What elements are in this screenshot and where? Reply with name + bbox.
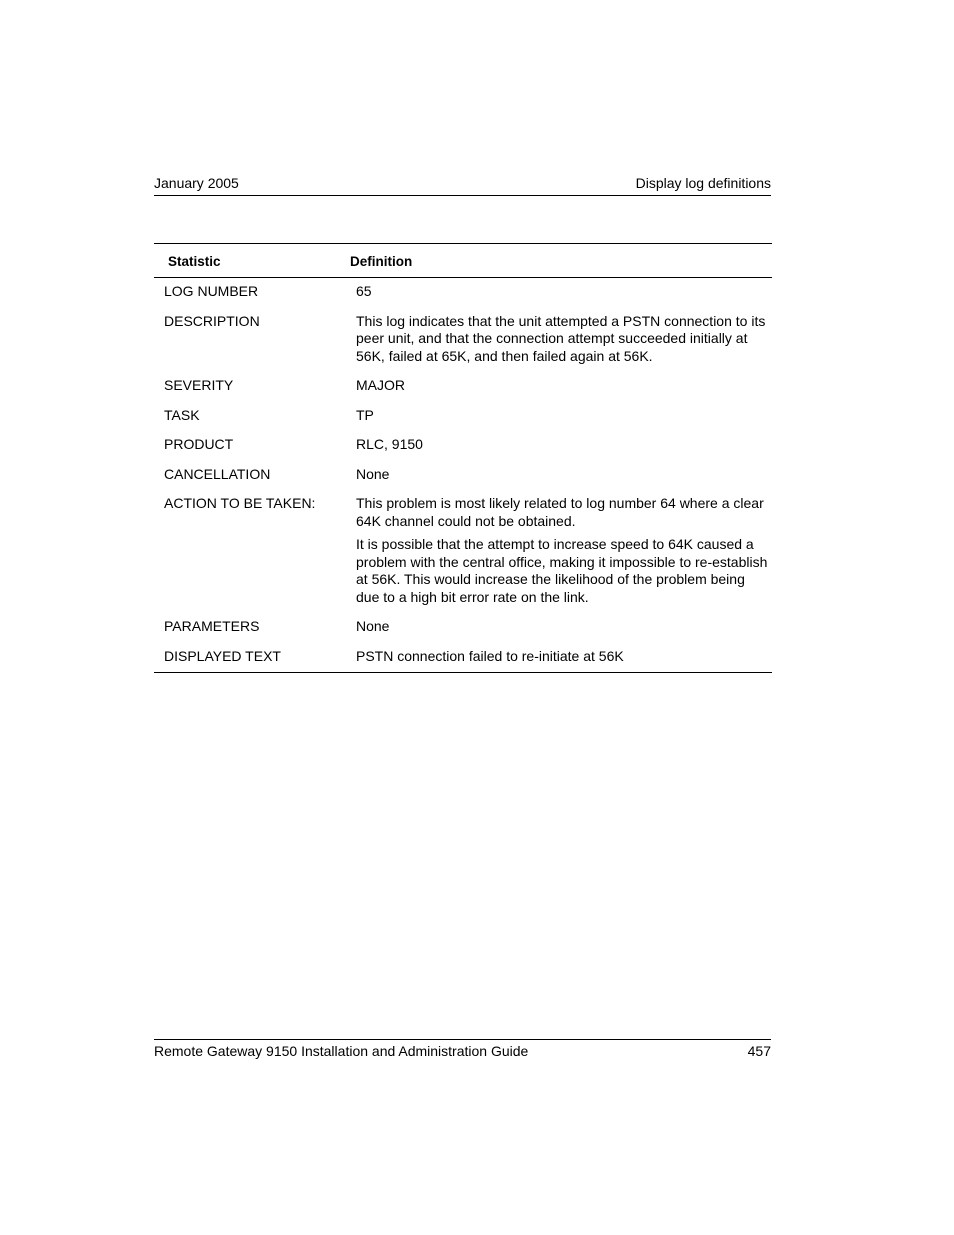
statistic-cell: SEVERITY [164,377,234,393]
header-section-title: Display log definitions [635,175,771,191]
header-date: January 2005 [154,175,239,191]
statistic-cell: DESCRIPTION [164,312,260,329]
table-row [154,377,772,395]
definition-paragraph: RLC, 9150 [356,436,423,452]
definition-paragraph: MAJOR [356,377,405,393]
definition-paragraph: TP [356,406,374,423]
definition-cell [356,648,772,666]
statistic-cell: PRODUCT [164,436,234,452]
footer-document-title: Remote Gateway 9150 Installation and Administration Guide [154,1043,529,1059]
definition-paragraph: It is possible that the attempt to increase speed to 64K caused a problem with the central office, making it impossible to re-establish at 56K. This would increase the likelihood of the problem being due to a high bit error rate on the link. [356,536,768,605]
footer-page-number: 457 [747,1043,771,1059]
table-row [154,436,772,454]
statistic-cell: LOG NUMBER [164,283,259,299]
table-row [154,407,772,425]
page-footer [154,1039,771,1062]
definition-paragraph: None [356,465,390,482]
table-row [154,466,772,484]
definition-paragraph: None [356,618,390,634]
column-header-statistic: Statistic [168,254,221,269]
definition-paragraph: 65 [356,283,372,299]
definition-cell [356,313,772,366]
table-row [154,283,772,301]
table-body [154,278,772,672]
column-header-definition: Definition [350,254,413,269]
statistic-cell: ACTION TO BE TAKEN: [164,495,316,511]
definition-cell [356,283,772,301]
table-row [154,313,772,366]
table-header-row [154,244,772,278]
definition-paragraph: This problem is most likely related to log number 64 where a clear 64K channel could not be obtained. [356,495,764,529]
definition-cell [356,495,772,606]
definition-cell [356,377,772,395]
table-row [154,495,772,606]
statistic-cell: TASK [164,406,200,423]
table-row [154,618,772,636]
statistic-cell: PARAMETERS [164,618,260,634]
definition-paragraph: This log indicates that the unit attempted a PSTN connection to its peer unit, and that the connection attempt succeeded initially at 56K, failed at 65K, and then failed again at 56K. [356,312,766,364]
page-header [154,175,771,196]
definition-cell [356,618,772,636]
statistic-cell: CANCELLATION [164,465,271,482]
definition-cell [356,407,772,425]
definition-cell [356,436,772,454]
definition-paragraph: PSTN connection failed to re-initiate at 56K [356,647,624,664]
definition-cell [356,466,772,484]
log-definition-table [154,243,772,673]
table-row [154,648,772,666]
statistic-cell: DISPLAYED TEXT [164,647,281,664]
